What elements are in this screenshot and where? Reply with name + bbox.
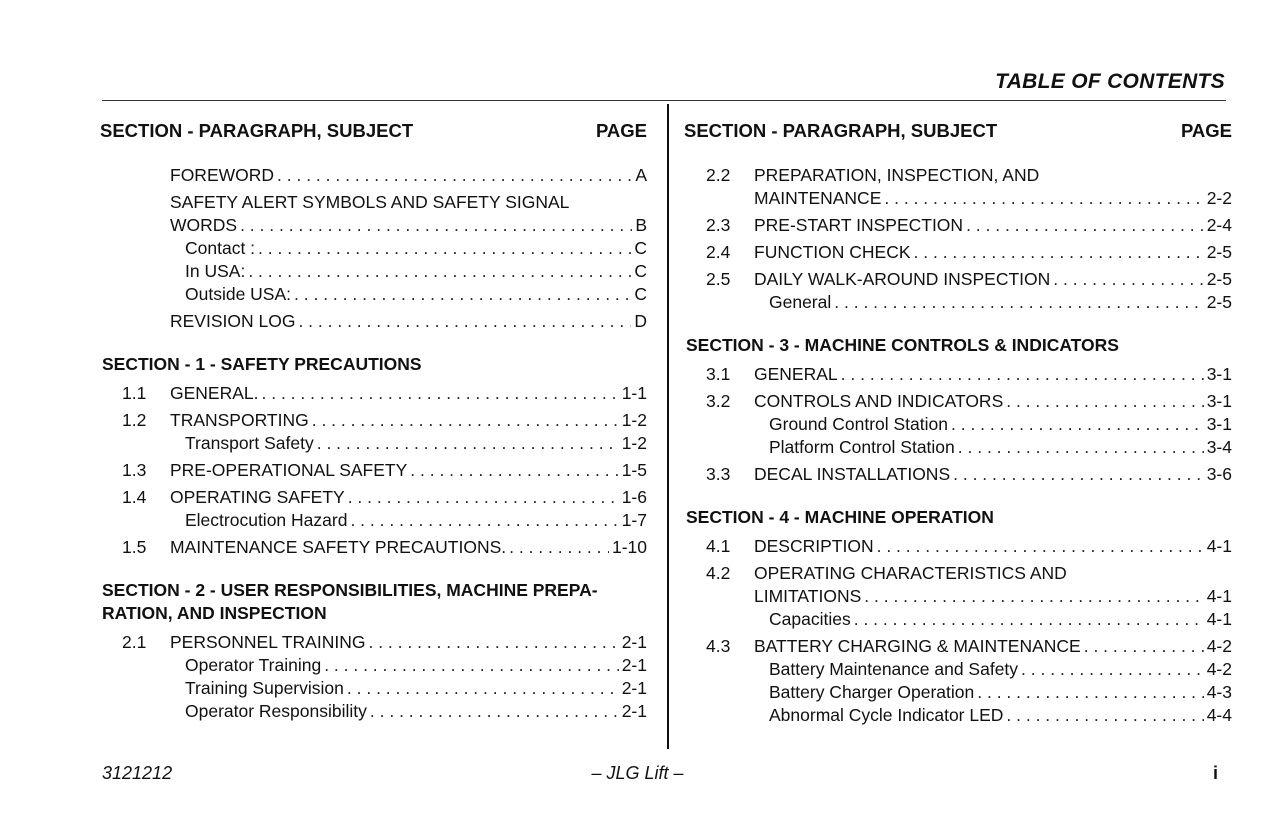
dot-leader <box>317 432 619 455</box>
column-header-page: PAGE <box>1180 120 1232 141</box>
toc-entry[interactable] <box>100 283 647 306</box>
toc-entry-title: General <box>769 292 832 312</box>
toc-entry-number: 4.3 <box>706 636 731 656</box>
toc-entry-title: FUNCTION CHECK <box>754 242 911 262</box>
toc-entry[interactable] <box>100 509 647 532</box>
toc-entry[interactable] <box>100 631 647 654</box>
toc-entry[interactable] <box>100 164 647 187</box>
toc-entry-title: Operator Training <box>185 655 322 675</box>
dot-leader <box>834 291 1203 314</box>
toc-entry-title: BATTERY CHARGING & MAINTENANCE <box>754 636 1081 656</box>
toc-entry[interactable] <box>100 432 647 455</box>
dot-leader <box>294 283 631 306</box>
dot-leader <box>914 241 1204 264</box>
toc-entry-title: Contact : <box>185 238 256 258</box>
document-number: 3121212 <box>102 763 173 783</box>
toc-entry-title: CONTROLS AND INDICATORS <box>754 391 1004 411</box>
footer-title: – JLG Lift – <box>591 763 684 783</box>
dot-leader <box>841 363 1204 386</box>
toc-entry-title: TRANSPORTING <box>170 410 309 430</box>
toc-entry-page: C <box>634 284 647 304</box>
toc-entry-page: 1-6 <box>621 487 647 507</box>
section-heading: SECTION - 2 - USER RESPONSIBILITIES, MACHINE PREPA-RATION, AND INSPECTION <box>102 580 598 623</box>
toc-entry[interactable] <box>100 459 647 482</box>
toc-entry-page: 3-6 <box>1206 464 1232 484</box>
toc-entry-title: SAFETY ALERT SYMBOLS AND SAFETY SIGNAL <box>170 192 570 212</box>
toc-entry[interactable] <box>684 164 1232 187</box>
toc-entry[interactable] <box>684 562 1232 585</box>
toc-entry[interactable] <box>100 191 647 214</box>
toc-entry-page: 2-2 <box>1206 188 1232 208</box>
toc-entry-page: 3-1 <box>1206 391 1232 411</box>
toc-entry-page: 3-1 <box>1206 414 1232 434</box>
section-heading: SECTION - 3 - MACHINE CONTROLS & INDICATORS <box>686 335 1119 355</box>
toc-entry-number: 3.2 <box>706 391 731 411</box>
dot-leader <box>1006 390 1203 413</box>
dot-leader <box>884 187 1203 210</box>
toc-entry-number: 3.1 <box>706 364 731 384</box>
toc-entry-number: 1.3 <box>122 460 147 480</box>
toc-entry-number: 2.4 <box>706 242 731 262</box>
dot-leader <box>854 608 1204 631</box>
toc-entry-number: 2.1 <box>122 632 147 652</box>
toc-entry[interactable] <box>684 463 1232 486</box>
toc-entry-title: Battery Charger Operation <box>769 682 975 702</box>
toc-entry[interactable] <box>100 214 647 237</box>
dot-leader <box>864 585 1203 608</box>
column-header-subject: SECTION - PARAGRAPH, SUBJECT <box>684 120 998 141</box>
toc-entry-page: 4-1 <box>1206 586 1232 606</box>
dot-leader <box>368 631 618 654</box>
toc-entry-title: Platform Control Station <box>769 437 955 457</box>
toc-entry[interactable] <box>684 608 1232 631</box>
toc-entry-page: B <box>635 215 647 235</box>
toc-entry-page: A <box>635 165 647 185</box>
column-header-subject: SECTION - PARAGRAPH, SUBJECT <box>100 120 414 141</box>
toc-entry-page: 4-4 <box>1206 705 1232 725</box>
toc-entry-title: MAINTENANCE <box>754 188 882 208</box>
toc-entry-title: DECAL INSTALLATIONS <box>754 464 951 484</box>
toc-entry-title: OPERATING SAFETY <box>170 487 345 507</box>
toc-entry-number: 2.5 <box>706 269 731 289</box>
toc-entry[interactable] <box>684 214 1232 237</box>
toc-entry-page: 3-1 <box>1206 364 1232 384</box>
toc-entry[interactable] <box>100 677 647 700</box>
dot-leader <box>1053 268 1203 291</box>
dot-leader <box>348 486 619 509</box>
toc-entry-title: DAILY WALK-AROUND INSPECTION <box>754 269 1051 289</box>
toc-entry-number: 4.1 <box>706 536 731 556</box>
toc-entry[interactable] <box>100 700 647 723</box>
toc-entry[interactable] <box>684 413 1232 436</box>
toc-entry-page: D <box>634 311 647 331</box>
dot-leader <box>410 459 618 482</box>
dot-leader <box>509 536 609 559</box>
dot-leader <box>1006 704 1203 727</box>
toc-entry[interactable] <box>100 654 647 677</box>
toc-entry-title: REVISION LOG <box>170 311 296 331</box>
toc-entry-title: Outside USA: <box>185 284 292 304</box>
toc-entry-title: In USA: <box>185 261 246 281</box>
toc-entry-title: Electrocution Hazard <box>185 510 348 530</box>
toc-entry[interactable] <box>684 704 1232 727</box>
toc-entry-page: 2-5 <box>1206 292 1232 312</box>
dot-leader <box>958 436 1204 459</box>
toc-entry-number: 1.5 <box>122 537 147 557</box>
toc-entry-title: DESCRIPTION <box>754 536 874 556</box>
toc-entry[interactable] <box>684 681 1232 704</box>
toc-blocks <box>684 164 1232 727</box>
toc-entry-page: 2-1 <box>621 701 647 721</box>
toc-entry[interactable] <box>100 260 647 283</box>
dot-leader <box>240 214 632 237</box>
toc-entry-title: PRE-OPERATIONAL SAFETY <box>170 460 408 480</box>
toc-entry[interactable] <box>684 585 1232 608</box>
toc-entry[interactable] <box>684 241 1232 264</box>
toc-entry-title: FOREWORD <box>170 165 275 185</box>
dot-leader <box>350 509 618 532</box>
toc-entry-title: Ground Control Station <box>769 414 948 434</box>
toc-entry-title: GENERAL. <box>170 383 259 403</box>
dot-leader <box>248 260 631 283</box>
toc-entry-number: 3.3 <box>706 464 731 484</box>
page-number: i <box>1212 763 1218 783</box>
toc-entry-page: C <box>634 238 647 258</box>
toc-entry-title: PERSONNEL TRAINING <box>170 632 366 652</box>
toc-entry-page: 4-2 <box>1206 636 1232 656</box>
dot-leader <box>1084 635 1204 658</box>
section-heading: SECTION - 1 - SAFETY PRECAUTIONS <box>102 354 422 374</box>
column-header <box>684 120 1232 146</box>
toc-entry[interactable] <box>100 486 647 509</box>
toc-entry-number: 1.1 <box>122 383 147 403</box>
toc-entry-page: 1-10 <box>611 537 647 557</box>
toc-entry-page: 1-5 <box>621 460 647 480</box>
column-header-page: PAGE <box>595 120 647 141</box>
dot-leader <box>877 535 1204 558</box>
column-header <box>100 120 647 146</box>
toc-entry[interactable] <box>100 409 647 432</box>
toc-entry-number: 2.3 <box>706 215 731 235</box>
toc-entry-number: 1.4 <box>122 487 147 507</box>
toc-entry-title: Operator Responsibility <box>185 701 367 721</box>
header-divider <box>102 100 1226 101</box>
dot-leader <box>1021 658 1204 681</box>
column-divider <box>667 104 669 749</box>
dot-leader <box>966 214 1204 237</box>
toc-entry-title: PRE-START INSPECTION <box>754 215 964 235</box>
section-heading: SECTION - 4 - MACHINE OPERATION <box>686 507 994 527</box>
toc-entry-title: Capacities <box>769 609 851 629</box>
toc-entry[interactable] <box>684 635 1232 658</box>
dot-leader <box>347 677 619 700</box>
dot-leader <box>953 463 1204 486</box>
toc-entry-page: 1-2 <box>621 433 647 453</box>
toc-entry-title: WORDS <box>170 215 238 235</box>
toc-entry-number: 2.2 <box>706 165 731 185</box>
dot-leader <box>258 237 631 260</box>
dot-leader <box>370 700 619 723</box>
toc-entry-page: 4-2 <box>1206 659 1232 679</box>
toc-entry[interactable] <box>684 658 1232 681</box>
toc-entry-title: PREPARATION, INSPECTION, AND <box>754 165 1040 185</box>
dot-leader <box>277 164 632 187</box>
toc-entry-number: 4.2 <box>706 563 731 583</box>
page-title: TABLE OF CONTENTS <box>995 70 1225 93</box>
toc-entry-page: 1-1 <box>621 383 647 403</box>
toc-entry-page: 4-1 <box>1206 536 1232 556</box>
toc-entry-title: MAINTENANCE SAFETY PRECAUTIONS. <box>170 537 507 557</box>
dot-leader <box>324 654 619 677</box>
toc-entry-title: OPERATING CHARACTERISTICS AND <box>754 563 1067 583</box>
toc-entry-page: 3-4 <box>1206 437 1232 457</box>
toc-entry[interactable] <box>684 291 1232 314</box>
toc-entry-page: 2-5 <box>1206 242 1232 262</box>
dot-leader <box>312 409 619 432</box>
toc-entry-title: Abnormal Cycle Indicator LED <box>769 705 1004 725</box>
toc-blocks <box>100 164 647 723</box>
toc-entry-page: C <box>634 261 647 281</box>
toc-column-left <box>100 120 647 723</box>
toc-entry-page: 2-1 <box>621 678 647 698</box>
toc-column-right <box>684 120 1232 727</box>
toc-entry-title: Battery Maintenance and Safety <box>769 659 1019 679</box>
toc-entry[interactable] <box>684 436 1232 459</box>
toc-entry[interactable] <box>684 187 1232 210</box>
toc-entry-title: LIMITATIONS <box>754 586 862 606</box>
toc-entry-page: 1-2 <box>621 410 647 430</box>
toc-entry-page: 4-1 <box>1206 609 1232 629</box>
dot-leader <box>977 681 1203 704</box>
toc-entry-page: 1-7 <box>621 510 647 530</box>
toc-entry-title: Transport Safety <box>185 433 314 453</box>
toc-entry-title: GENERAL <box>754 364 838 384</box>
toc-entry-title: Training Supervision <box>185 678 344 698</box>
dot-leader <box>951 413 1204 436</box>
toc-entry[interactable] <box>684 390 1232 413</box>
toc-entry[interactable] <box>100 237 647 260</box>
toc-entry-page: 2-5 <box>1206 269 1232 289</box>
toc-entry[interactable] <box>684 268 1232 291</box>
toc-entry-page: 2-1 <box>621 632 647 652</box>
toc-entry-page: 4-3 <box>1206 682 1232 702</box>
dot-leader <box>298 310 631 333</box>
toc-entry[interactable] <box>100 382 647 405</box>
toc-entry-page: 2-4 <box>1206 215 1232 235</box>
toc-entry[interactable] <box>100 536 647 559</box>
toc-entry-number: 1.2 <box>122 410 147 430</box>
toc-entry-page: 2-1 <box>621 655 647 675</box>
toc-entry[interactable] <box>100 310 647 333</box>
toc-entry[interactable] <box>684 363 1232 386</box>
dot-leader <box>262 382 619 405</box>
toc-entry[interactable] <box>684 535 1232 558</box>
